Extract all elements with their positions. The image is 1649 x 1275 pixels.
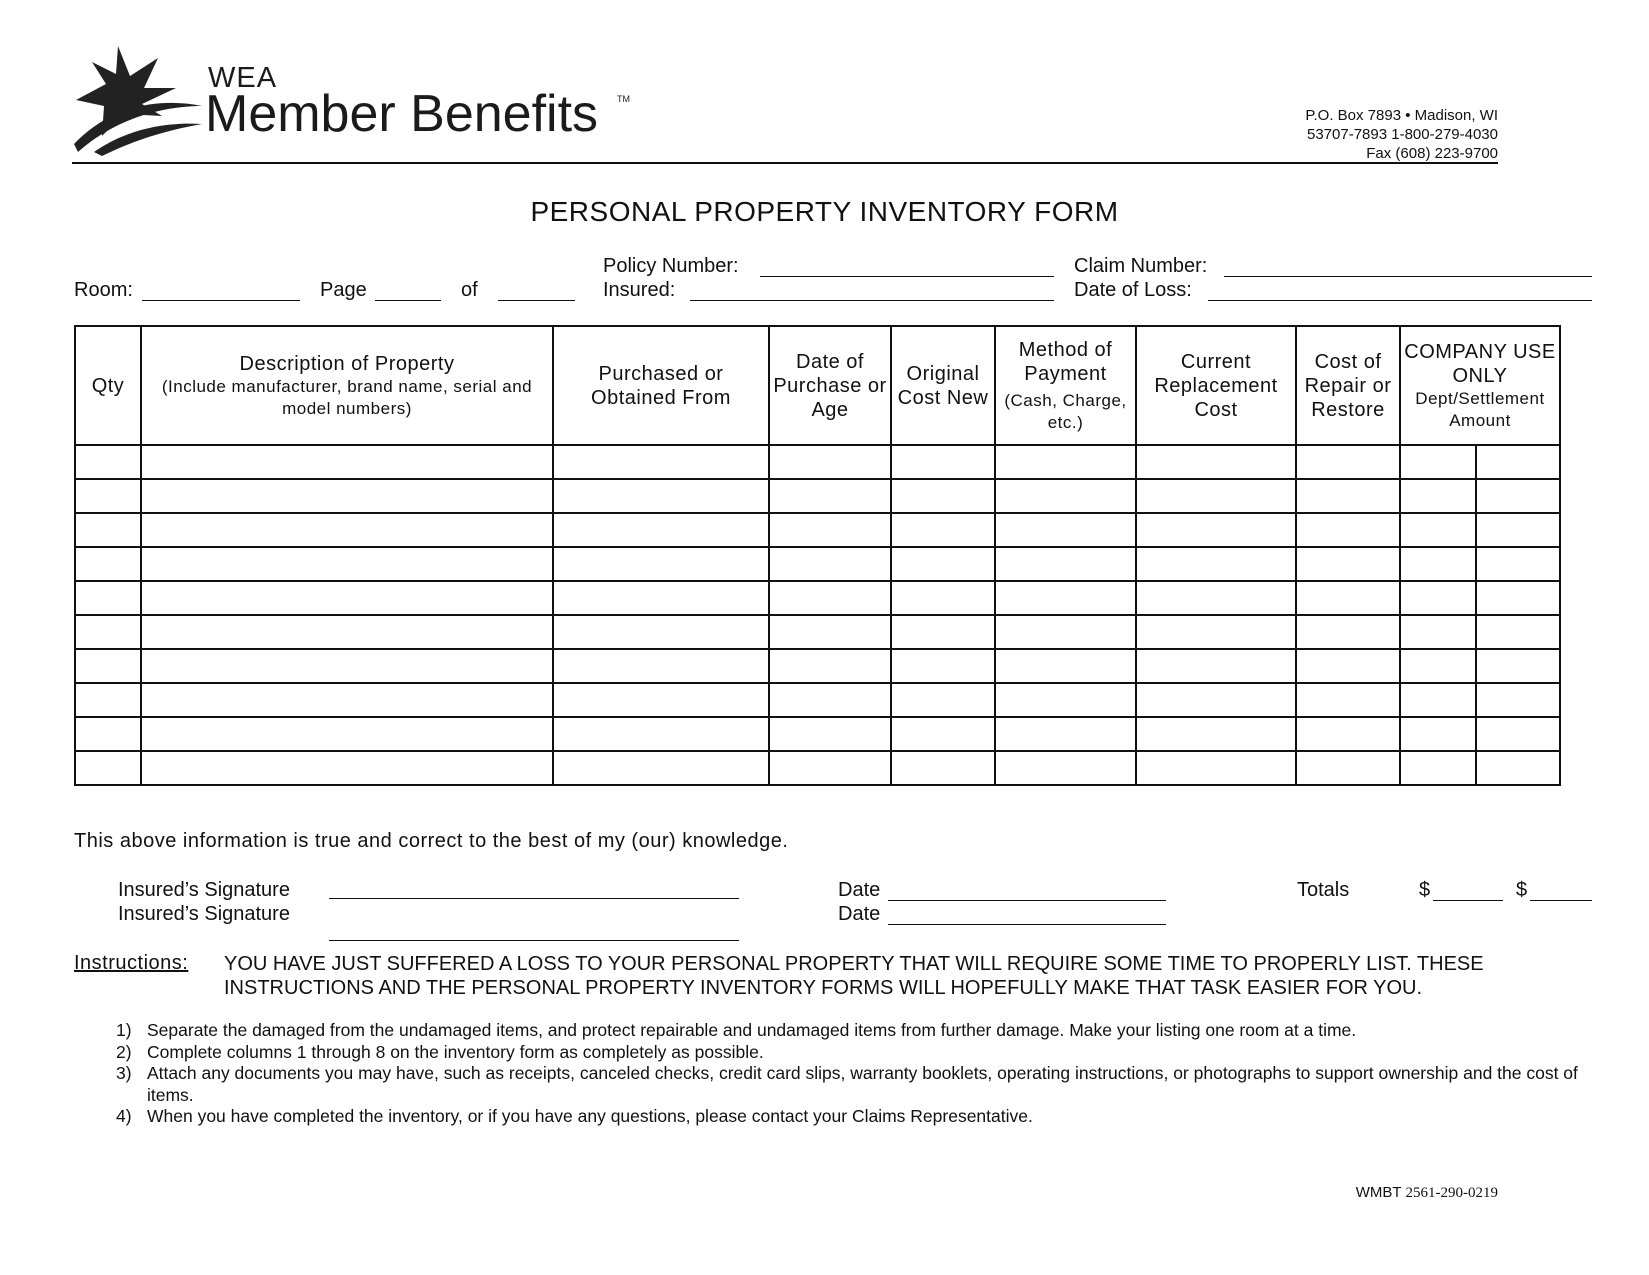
cell-payment-method[interactable]: [995, 683, 1136, 717]
cell-payment-method[interactable]: [995, 479, 1136, 513]
cell-payment-method[interactable]: [995, 547, 1136, 581]
cell-description[interactable]: [141, 581, 553, 615]
table-row: [75, 479, 1560, 513]
cell-replacement-cost[interactable]: [1136, 445, 1296, 479]
cell-qty[interactable]: [75, 683, 141, 717]
instruction-step: 4) When you have completed the inventory, or if you have any questions, please contact your Claims Representative.: [116, 1106, 1033, 1126]
total-amount-field-2[interactable]: [1530, 900, 1592, 901]
col-description-header: Description of Property (Include manufacturer, brand name, serial and model numbers): [141, 326, 553, 445]
cell-purchased[interactable]: [553, 547, 769, 581]
cell-original-cost[interactable]: [891, 445, 995, 479]
cell-purchased[interactable]: [553, 717, 769, 751]
cell-company-amount[interactable]: [1477, 650, 1559, 682]
table-row: [75, 445, 1560, 479]
instructions-intro: YOU HAVE JUST SUFFERED A LOSS TO YOUR PERSONAL PROPERTY THAT WILL REQUIRE SOME TIME TO PROPERLY LIST. THESE INSTRUCTIONS AND THE PERSONAL PROPERTY INVENTORY FORMS WILL HOPEFULLY MAKE THAT TASK EASIER FOR YOU.: [224, 953, 1484, 999]
cell-company-amount[interactable]: [1477, 718, 1559, 750]
insured-signature-field-1[interactable]: [329, 898, 739, 899]
cell-company-dept[interactable]: [1401, 650, 1477, 682]
cell-company-use: [1400, 479, 1560, 513]
cell-company-dept[interactable]: [1401, 752, 1477, 784]
insured-label: Insured:: [603, 279, 676, 301]
cell-qty[interactable]: [75, 547, 141, 581]
policy-number-label: Policy Number:: [603, 255, 739, 277]
table-header-row: [75, 326, 1560, 445]
cell-qty[interactable]: [75, 615, 141, 649]
page-label: Page: [320, 279, 367, 301]
cell-replacement-cost[interactable]: [1136, 547, 1296, 581]
total-dollar-sign-1: $: [1419, 879, 1431, 901]
cell-purchased[interactable]: [553, 513, 769, 547]
star-swoosh-icon: [72, 44, 204, 156]
cell-company-dept[interactable]: [1401, 446, 1477, 478]
cell-payment-method[interactable]: [995, 445, 1136, 479]
cell-date[interactable]: [769, 649, 891, 683]
date-label-1: Date: [838, 879, 881, 901]
cell-original-cost[interactable]: [891, 513, 995, 547]
cell-original-cost[interactable]: [891, 683, 995, 717]
address-line-3: Fax (608) 223-9700: [1366, 145, 1498, 162]
instructions-heading: Instructions:: [74, 952, 189, 974]
insured-signature-field-2[interactable]: [329, 940, 739, 941]
cell-qty[interactable]: [75, 445, 141, 479]
cell-date[interactable]: [769, 445, 891, 479]
cell-purchased[interactable]: [553, 751, 769, 785]
cell-description[interactable]: [141, 547, 553, 581]
cell-company-use: [1400, 513, 1560, 547]
table-row: [75, 717, 1560, 751]
cell-description[interactable]: [141, 683, 553, 717]
cell-replacement-cost[interactable]: [1136, 615, 1296, 649]
col-payment-method-header: Method of Payment (Cash, Charge, etc.): [995, 326, 1136, 445]
signature-date-field-2[interactable]: [888, 924, 1166, 925]
address-line-1: P.O. Box 7893 • Madison, WI: [1305, 107, 1498, 124]
header-divider: [72, 162, 1498, 164]
cell-company-amount[interactable]: [1477, 514, 1559, 546]
insured-field[interactable]: [690, 300, 1054, 301]
cell-purchased[interactable]: [553, 615, 769, 649]
cell-company-dept[interactable]: [1401, 718, 1477, 750]
date-label-2: Date: [838, 903, 881, 925]
cell-description[interactable]: [141, 479, 553, 513]
cell-company-dept[interactable]: [1401, 548, 1477, 580]
cell-original-cost[interactable]: [891, 649, 995, 683]
instruction-step: 1) Separate the damaged from the undamaged items, and protect repairable and undamaged items from further damage. Make your listing one room at a time.: [116, 1020, 1357, 1040]
table-row: [75, 581, 1560, 615]
cell-date[interactable]: [769, 717, 891, 751]
table-row: [75, 513, 1560, 547]
cell-replacement-cost[interactable]: [1136, 581, 1296, 615]
page-total-field[interactable]: [498, 300, 575, 301]
cell-replacement-cost[interactable]: [1136, 683, 1296, 717]
cell-company-amount[interactable]: [1477, 582, 1559, 614]
cell-payment-method[interactable]: [995, 717, 1136, 751]
cell-description[interactable]: [141, 717, 553, 751]
cell-payment-method[interactable]: [995, 513, 1136, 547]
cell-company-dept[interactable]: [1401, 582, 1477, 614]
cell-company-amount[interactable]: [1477, 446, 1559, 478]
cell-qty[interactable]: [75, 751, 141, 785]
cell-company-amount[interactable]: [1477, 480, 1559, 512]
cell-description[interactable]: [141, 513, 553, 547]
logo-member-benefits-text: Member Benefits: [205, 85, 599, 143]
cell-replacement-cost[interactable]: [1136, 717, 1296, 751]
logo-trademark: TM: [617, 94, 630, 104]
cell-company-use: [1400, 581, 1560, 615]
cell-repair-cost[interactable]: [1296, 683, 1400, 717]
table-row: [75, 649, 1560, 683]
mailing-address: [1305, 106, 1498, 163]
cell-company-dept[interactable]: [1401, 514, 1477, 546]
cell-payment-method[interactable]: [995, 751, 1136, 785]
cell-repair-cost[interactable]: [1296, 717, 1400, 751]
cell-company-use: [1400, 547, 1560, 581]
cell-description[interactable]: [141, 751, 553, 785]
cell-qty[interactable]: [75, 581, 141, 615]
cell-replacement-cost[interactable]: [1136, 649, 1296, 683]
cell-company-dept[interactable]: [1401, 480, 1477, 512]
cell-original-cost[interactable]: [891, 751, 995, 785]
col-payment-method-subheader: (Cash, Charge, etc.): [1004, 390, 1127, 432]
totals-label: Totals: [1297, 879, 1350, 901]
cell-replacement-cost[interactable]: [1136, 479, 1296, 513]
cell-description[interactable]: [141, 649, 553, 683]
cell-company-amount[interactable]: [1477, 616, 1559, 648]
instruction-steps: [116, 1020, 1596, 1128]
cell-original-cost[interactable]: [891, 717, 995, 751]
cell-company-use: [1400, 751, 1560, 785]
signature-date-field-1[interactable]: [888, 900, 1166, 901]
cell-original-cost[interactable]: [891, 547, 995, 581]
insured-signature-label-2: Insured’s Signature: [118, 903, 290, 925]
cell-repair-cost[interactable]: [1296, 615, 1400, 649]
table-row: [75, 547, 1560, 581]
cell-description[interactable]: [141, 615, 553, 649]
cell-repair-cost[interactable]: [1296, 513, 1400, 547]
wea-member-benefits-logo: [72, 44, 632, 156]
table-row: [75, 683, 1560, 717]
claim-number-label: Claim Number:: [1074, 255, 1208, 277]
total-amount-field-1[interactable]: [1433, 900, 1503, 901]
cell-company-dept[interactable]: [1401, 684, 1477, 716]
table-row: [75, 615, 1560, 649]
instruction-step: 2) Complete columns 1 through 8 on the inventory form as completely as possible.: [116, 1041, 764, 1062]
cell-repair-cost[interactable]: [1296, 547, 1400, 581]
room-label: Room:: [74, 279, 133, 301]
cell-date[interactable]: [769, 547, 891, 581]
cell-company-amount[interactable]: [1477, 684, 1559, 716]
cell-original-cost[interactable]: [891, 581, 995, 615]
col-date-header: Date of Purchase or Age: [769, 326, 891, 445]
total-dollar-sign-2: $: [1516, 879, 1528, 901]
cell-company-use: [1400, 717, 1560, 751]
room-field[interactable]: [142, 300, 300, 301]
cell-replacement-cost[interactable]: [1136, 751, 1296, 785]
col-replacement-cost-header: Current Replacement Cost: [1136, 326, 1296, 445]
claim-number-field[interactable]: [1224, 276, 1592, 277]
cell-repair-cost[interactable]: [1296, 445, 1400, 479]
cell-date[interactable]: [769, 683, 891, 717]
col-company-use-subheader: Dept/Settlement Amount: [1415, 388, 1545, 430]
cell-company-amount[interactable]: [1477, 548, 1559, 580]
cell-date[interactable]: [769, 615, 891, 649]
form-code: [1356, 1184, 1498, 1202]
address-line-2: 53707-7893 1-800-279-4030: [1307, 126, 1498, 143]
cell-date[interactable]: [769, 751, 891, 785]
cell-repair-cost[interactable]: [1296, 751, 1400, 785]
cell-purchased[interactable]: [553, 683, 769, 717]
cell-repair-cost[interactable]: [1296, 649, 1400, 683]
logo-wea-text: WEA: [208, 62, 278, 94]
cell-replacement-cost[interactable]: [1136, 513, 1296, 547]
cell-original-cost[interactable]: [891, 479, 995, 513]
cell-purchased[interactable]: [553, 649, 769, 683]
cell-qty[interactable]: [75, 717, 141, 751]
cell-repair-cost[interactable]: [1296, 581, 1400, 615]
attestation-statement: This above information is true and correct to the best of my (our) knowledge.: [74, 830, 789, 852]
col-description-subheader: (Include manufacturer, brand name, serial and model numbers): [161, 376, 533, 418]
cell-payment-method[interactable]: [995, 649, 1136, 683]
col-qty-header: Qty: [75, 326, 141, 445]
cell-purchased[interactable]: [553, 479, 769, 513]
cell-qty[interactable]: [75, 513, 141, 547]
cell-company-use: [1400, 615, 1560, 649]
cell-company-amount[interactable]: [1477, 752, 1559, 784]
date-of-loss-field[interactable]: [1208, 300, 1592, 301]
form-title: PERSONAL PROPERTY INVENTORY FORM: [530, 196, 1119, 227]
instruction-step: 3) Attach any documents you may have, such as receipts, canceled checks, credit card slips, warranty booklets, operating instructions, or photographs to support ownership and the cost of items.: [116, 1063, 1578, 1105]
cell-repair-cost[interactable]: [1296, 479, 1400, 513]
cell-date[interactable]: [769, 581, 891, 615]
col-purchased-header: Purchased or Obtained From: [553, 326, 769, 445]
policy-number-field[interactable]: [760, 276, 1054, 277]
table-row: [75, 751, 1560, 785]
cell-purchased[interactable]: [553, 445, 769, 479]
form-code-prefix: WMBT: [1355, 1184, 1402, 1201]
cell-company-dept[interactable]: [1401, 616, 1477, 648]
col-original-cost-header: Original Cost New: [891, 326, 995, 445]
inventory-table: [74, 325, 1561, 786]
cell-payment-method[interactable]: [995, 615, 1136, 649]
cell-qty[interactable]: [75, 649, 141, 683]
cell-description[interactable]: [141, 445, 553, 479]
date-of-loss-label: Date of Loss:: [1074, 279, 1192, 301]
page-of-label: of: [461, 279, 478, 301]
cell-company-use: [1400, 445, 1560, 479]
cell-date[interactable]: [769, 513, 891, 547]
cell-qty[interactable]: [75, 479, 141, 513]
form-code-number: 2561-290-0219: [1405, 1185, 1498, 1201]
cell-purchased[interactable]: [553, 581, 769, 615]
cell-company-use: [1400, 683, 1560, 717]
col-repair-cost-header: Cost of Repair or Restore: [1296, 326, 1400, 445]
cell-company-use: [1400, 649, 1560, 683]
cell-original-cost[interactable]: [891, 615, 995, 649]
page-number-field[interactable]: [375, 300, 441, 301]
col-company-use-header: COMPANY USE ONLY Dept/Settlement Amount: [1400, 326, 1560, 445]
cell-payment-method[interactable]: [995, 581, 1136, 615]
insured-signature-label-1: Insured’s Signature: [118, 879, 290, 901]
cell-date[interactable]: [769, 479, 891, 513]
